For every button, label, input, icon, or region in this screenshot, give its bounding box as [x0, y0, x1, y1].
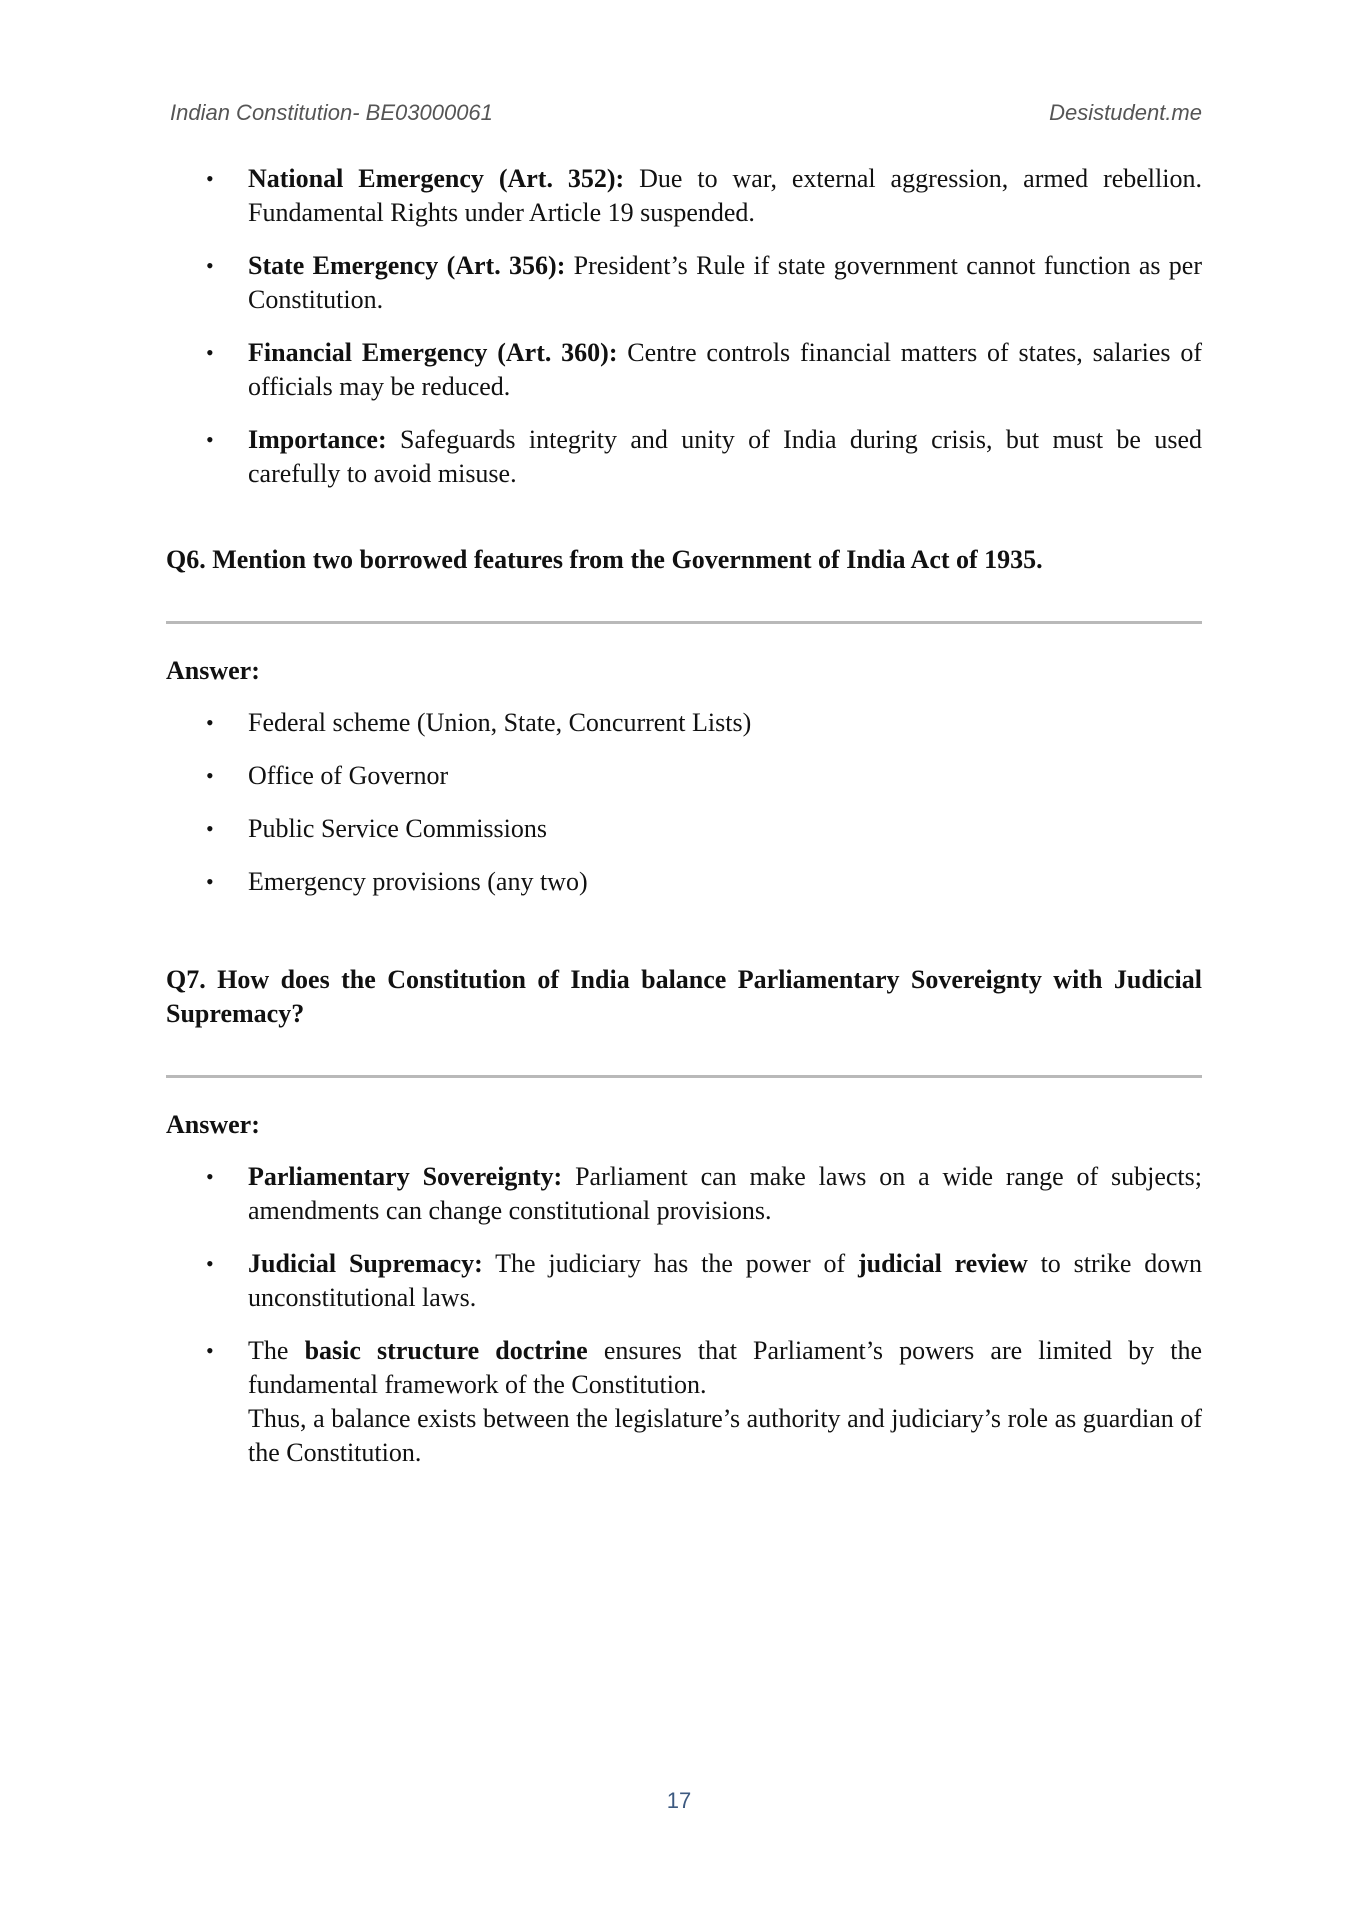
item-text: Thus, a balance exists between the legislature’s authority and judiciary’s role as guardian of the Constitution.	[248, 1404, 1202, 1467]
item-heading: Financial Emergency (Art. 360):	[248, 338, 618, 367]
list-item	[166, 706, 1202, 740]
list-item	[166, 1160, 1202, 1228]
bullet-icon: •	[206, 340, 214, 365]
borrowed-features-list	[166, 706, 1202, 899]
bullet-icon: •	[206, 816, 214, 841]
answer-label: Answer:	[166, 1110, 260, 1139]
divider	[166, 621, 1202, 624]
item-text: Federal scheme (Union, State, Concurrent Lists)	[248, 708, 752, 737]
item-text: The	[248, 1336, 305, 1365]
item-text: Safeguards integrity and unity of India during crisis, but must be used carefully to avoid misuse.	[248, 425, 1202, 488]
list-item	[166, 1247, 1202, 1315]
item-text: President’s Rule if state government cannot function as per Constitution.	[248, 251, 1202, 314]
list-item	[166, 336, 1202, 404]
bullet-icon: •	[206, 427, 214, 452]
item-text: Due to war, external aggression, armed rebellion. Fundamental Rights under Article 19 suspended.	[248, 164, 1202, 227]
item-text: Centre controls financial matters of states, salaries of officials may be reduced.	[248, 338, 1202, 401]
item-heading: Importance:	[248, 425, 387, 454]
question-q7: Q7. How does the Constitution of India balance Parliamentary Sovereignty with Judicial Supremacy?	[166, 965, 1202, 1028]
list-item	[166, 162, 1202, 230]
question-q6: Q6. Mention two borrowed features from the Government of India Act of 1935.	[166, 545, 1043, 574]
answer-label: Answer:	[166, 656, 260, 685]
divider	[166, 1075, 1202, 1078]
list-item	[166, 423, 1202, 491]
page-content	[166, 162, 1202, 1489]
bullet-icon: •	[206, 1164, 214, 1189]
balance-list	[166, 1160, 1202, 1470]
item-text: Parliament can make laws on a wide range of subjects; amendments can change constitutional provisions.	[248, 1162, 1202, 1225]
list-item	[166, 759, 1202, 793]
bullet-icon: •	[206, 710, 214, 735]
item-heading: State Emergency (Art. 356):	[248, 251, 566, 280]
item-emphasis: judicial review	[858, 1249, 1028, 1278]
bullet-icon: •	[206, 869, 214, 894]
bullet-icon: •	[206, 253, 214, 278]
item-text: Emergency provisions (any two)	[248, 867, 588, 896]
header-document-title: Indian Constitution- BE03000061	[170, 100, 493, 125]
item-text: The judiciary has the power of	[482, 1249, 858, 1278]
item-text: to strike down unconstitutional laws.	[248, 1249, 1202, 1312]
list-item	[166, 812, 1202, 846]
bullet-icon: •	[206, 1251, 214, 1276]
bullet-icon: •	[206, 1338, 214, 1363]
list-item	[166, 1334, 1202, 1470]
item-text: Public Service Commissions	[248, 814, 547, 843]
list-item	[166, 249, 1202, 317]
bullet-icon: •	[206, 763, 214, 788]
item-text: Office of Governor	[248, 761, 449, 790]
emergency-list	[166, 162, 1202, 491]
page-header	[170, 100, 1202, 132]
header-site-name: Desistudent.me	[1049, 100, 1202, 125]
item-heading: National Emergency (Art. 352):	[248, 164, 625, 193]
bullet-icon: •	[206, 166, 214, 191]
list-item	[166, 865, 1202, 899]
item-heading: Parliamentary Sovereignty:	[248, 1162, 563, 1191]
item-text: ensures that Parliament’s powers are limited by the fundamental framework of the Constitution.	[248, 1336, 1202, 1399]
page-number: 17	[666, 1788, 692, 1813]
item-emphasis: basic structure doctrine	[304, 1336, 588, 1365]
item-heading: Judicial Supremacy:	[248, 1249, 483, 1278]
